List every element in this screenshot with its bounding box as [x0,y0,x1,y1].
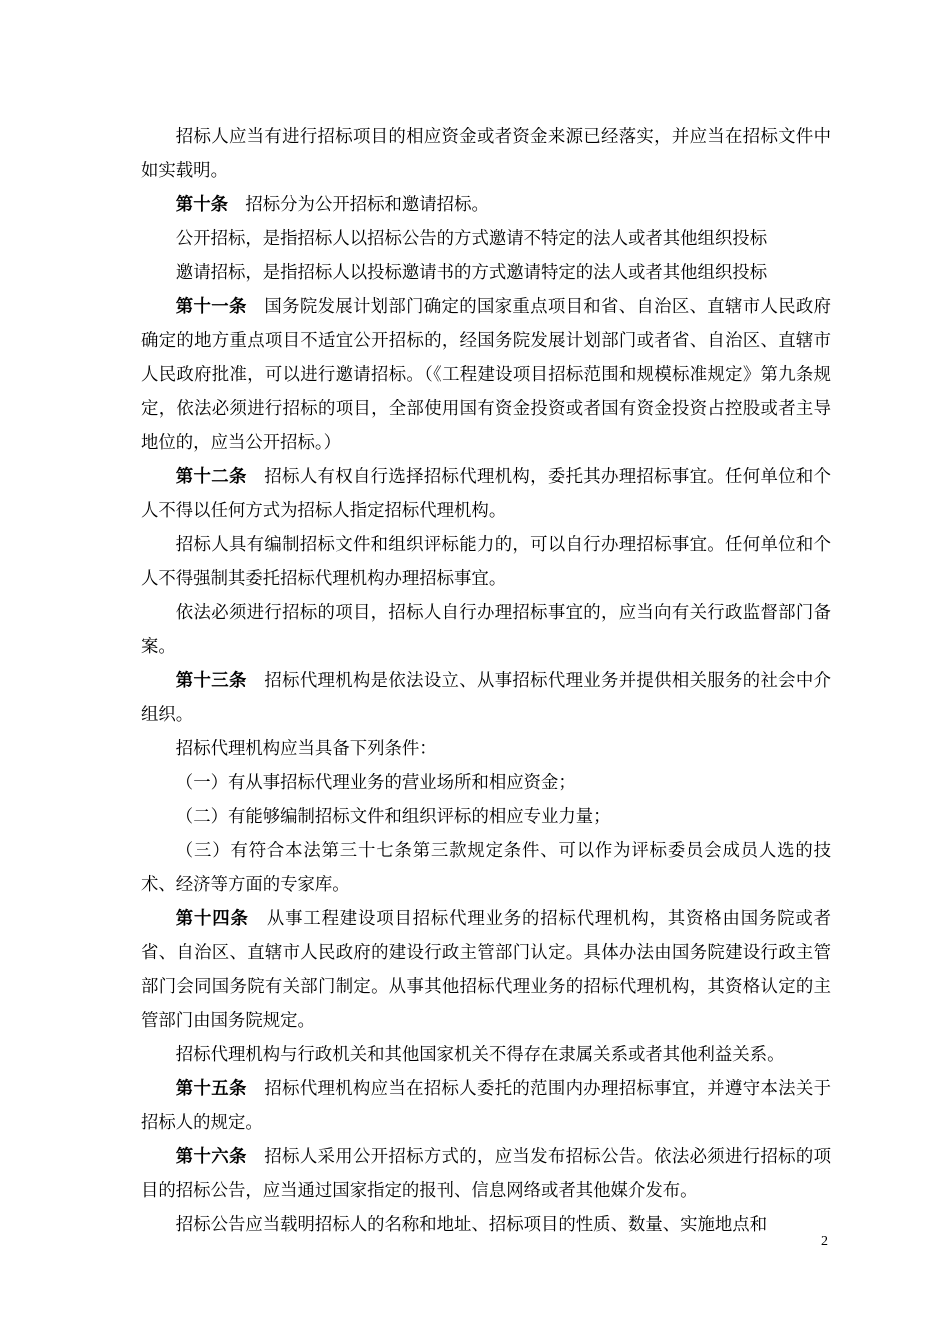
article-heading: 第十六条 [175,1147,247,1167]
article-12 [141,460,831,528]
paragraph [141,1038,831,1072]
article-13 [141,664,831,732]
paragraph-text: 招标代理机构应当在招标人委托的范围内办理招标事宜，并遵守本法关于招标人的规定。 [141,1079,831,1133]
paragraph-text: 招标人具有编制招标文件和组织评标能力的，可以自行办理招标事宜。任何单位和个人不得强制其委托招标代理机构办理招标事宜。 [141,535,831,589]
paragraph-text: 公开招标，是指招标人以招标公告的方式邀请不特定的法人或者其他组织投标 [175,229,768,249]
paragraph-text: 招标代理机构与行政机关和其他国家机关不得存在隶属关系或者其他利益关系。 [175,1045,785,1065]
paragraph-text: 招标公告应当载明招标人的名称和地址、招标项目的性质、数量、实施地点和 [175,1215,768,1235]
article-heading: 第十五条 [175,1079,247,1099]
paragraph-text: 邀请招标，是指招标人以投标邀请书的方式邀请特定的法人或者其他组织投标 [175,263,768,283]
paragraph-text: 国务院发展计划部门确定的国家重点项目和省、自治区、直辖市人民政府确定的地方重点项目不适宜公开招标的，经国务院发展计划部门或者省、自治区、直辖市人民政府批准，可以进行邀请招标。（《工程建设项目招标范围和规模标准规定》第九条规定，依法必须进行招标的项目，全部使用国有资金投资或者国有资金投资占控股或者主导地位的，应当公开招标。） [141,297,831,453]
article-heading: 第十二条 [175,467,247,487]
article-heading: 第十四条 [175,909,249,929]
article-14 [141,902,831,1038]
list-item [141,834,831,902]
list-item [141,766,831,800]
paragraph [141,528,831,596]
paragraph-text: 依法必须进行招标的项目，招标人自行办理招标事宜的，应当向有关行政监督部门备案。 [141,603,831,657]
paragraph [141,1208,831,1242]
article-10 [141,188,831,222]
article-16 [141,1140,831,1208]
paragraph [141,256,831,290]
paragraph-text: 招标人应当有进行招标项目的相应资金或者资金来源已经落实，并应当在招标文件中如实载明。 [141,127,831,181]
paragraph [141,596,831,664]
article-heading: 第十一条 [175,297,247,317]
page-number: 2 [821,1234,828,1249]
paragraph-text: 招标人有权自行选择招标代理机构，委托其办理招标事宜。任何单位和个人不得以任何方式为招标人指定招标代理机构。 [141,467,831,521]
paragraph [141,120,831,188]
article-15 [141,1072,831,1140]
paragraph [141,732,831,766]
paragraph [141,222,831,256]
list-item [141,800,831,834]
paragraph-text: 从事工程建设项目招标代理业务的招标代理机构，其资格由国务院或者省、自治区、直辖市人民政府的建设行政主管部门认定。具体办法由国务院建设行政主管部门会同国务院有关部门制定。从事其他招标代理业务的招标代理机构，其资格认定的主管部门由国务院规定。 [141,909,831,1031]
article-11 [141,290,831,460]
article-heading: 第十条 [175,195,228,215]
article-heading: 第十三条 [175,671,247,691]
paragraph-text: 招标代理机构应当具备下列条件： [175,739,437,759]
paragraph-text: 招标分为公开招标和邀请招标。 [245,195,489,215]
document-body [141,120,831,1242]
paragraph-text: 招标代理机构是依法设立、从事招标代理业务并提供相关服务的社会中介组织。 [141,671,831,725]
paragraph-text: （三）有符合本法第三十七条第三款规定条件、可以作为评标委员会成员人选的技术、经济等方面的专家库。 [141,841,831,895]
paragraph-text: 招标人采用公开招标方式的，应当发布招标公告。依法必须进行招标的项目的招标公告，应当通过国家指定的报刊、信息网络或者其他媒介发布。 [141,1147,831,1201]
paragraph-text: （二）有能够编制招标文件和组织评标的相应专业力量； [175,807,611,827]
paragraph-text: （一）有从事招标代理业务的营业场所和相应资金； [175,773,576,793]
